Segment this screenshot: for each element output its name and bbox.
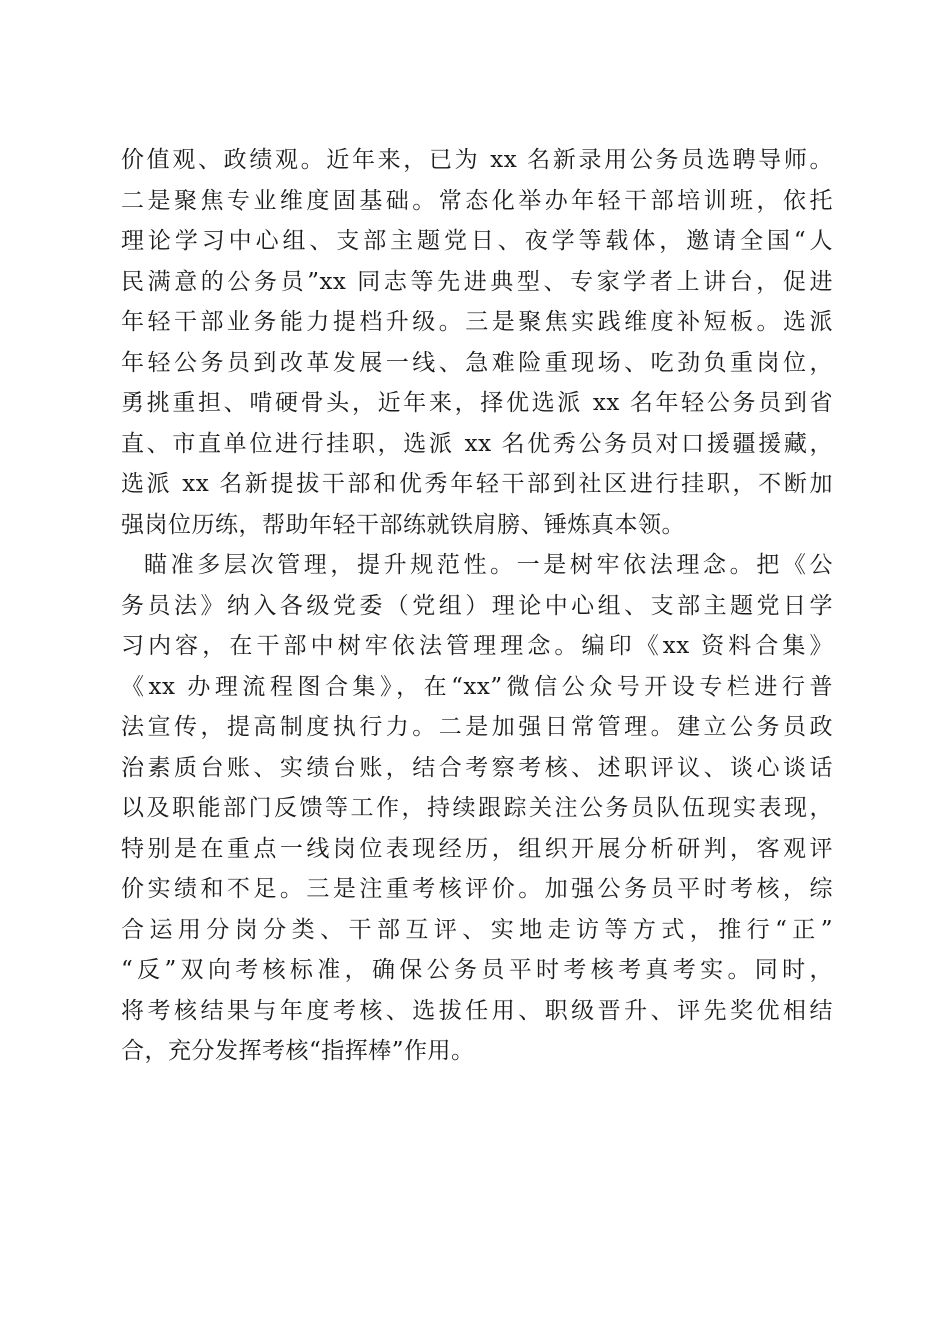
text-line: 勇挑重担、啃硬骨头，近年来，择优选派 xx 名年轻公务员到省 <box>121 390 833 416</box>
text-line: 特别是在重点一线岗位表现经历，组织开展分析研判，客观评 <box>121 835 833 862</box>
text-line: 年轻干部业务能力提档升级。三是聚焦实践维度补短板。选派 <box>121 309 833 335</box>
text-line: 习内容，在干部中树牢依法管理理念。编印《xx 资料合集》 <box>121 633 833 659</box>
text-line: 将考核结果与年度考核、选拔任用、职级晋升、评先奖优相结 <box>121 997 833 1024</box>
text-line: 治素质台账、实绩台账，结合考察考核、述职评议、谈心谈话 <box>121 754 833 781</box>
text-line: “反”双向考核标准，确保公务员平时考核考真考实。同时， <box>121 957 833 983</box>
text-line: 二是聚焦专业维度固基础。常态化举办年轻干部培训班，依托 <box>121 187 833 214</box>
text-line: 《xx 办理流程图合集》，在“xx”微信公众号开设专栏进行普 <box>121 673 833 700</box>
text-line: 理论学习中心组、支部主题党日、夜学等载体，邀请全国“人 <box>121 228 833 254</box>
text-line: 选派 xx 名新提拔干部和优秀年轻干部到社区进行挂职，不断加 <box>121 471 833 497</box>
text-line: 民满意的公务员”xx 同志等先进典型、专家学者上讲台，促进 <box>121 268 833 295</box>
text-line: 合运用分岗分类、干部互评、实地走访等方式，推行“正” <box>121 916 833 943</box>
paragraph-heading-line: 瞄准多层次管理，提升规范性。一是树牢依法理念。把《公 <box>144 552 833 578</box>
text-line: 年轻公务员到改革发展一线、急难险重现场、吃劲负重岗位， <box>121 349 833 376</box>
text-line: 法宣传，提高制度执行力。二是加强日常管理。建立公务员政 <box>121 714 833 740</box>
text-line: 务员法》纳入各级党委（党组）理论中心组、支部主题党日学 <box>121 592 833 619</box>
text-line: 价实绩和不足。三是注重考核评价。加强公务员平时考核，综 <box>121 876 833 902</box>
text-line: 以及职能部门反馈等工作，持续跟踪关注公务员队伍现实表现， <box>121 795 833 821</box>
text-line: 直、市直单位进行挂职，选派 xx 名优秀公务员对口援疆援藏， <box>121 430 833 457</box>
text-line: 价值观、政绩观。近年来，已为 xx 名新录用公务员选聘导师。 <box>121 147 833 173</box>
text-line: 强岗位历练，帮助年轻干部练就铁肩膀、锤炼真本领。 <box>121 511 685 538</box>
text-line: 合，充分发挥考核“指挥棒”作用。 <box>121 1038 475 1064</box>
body-text <box>121 140 833 1072</box>
